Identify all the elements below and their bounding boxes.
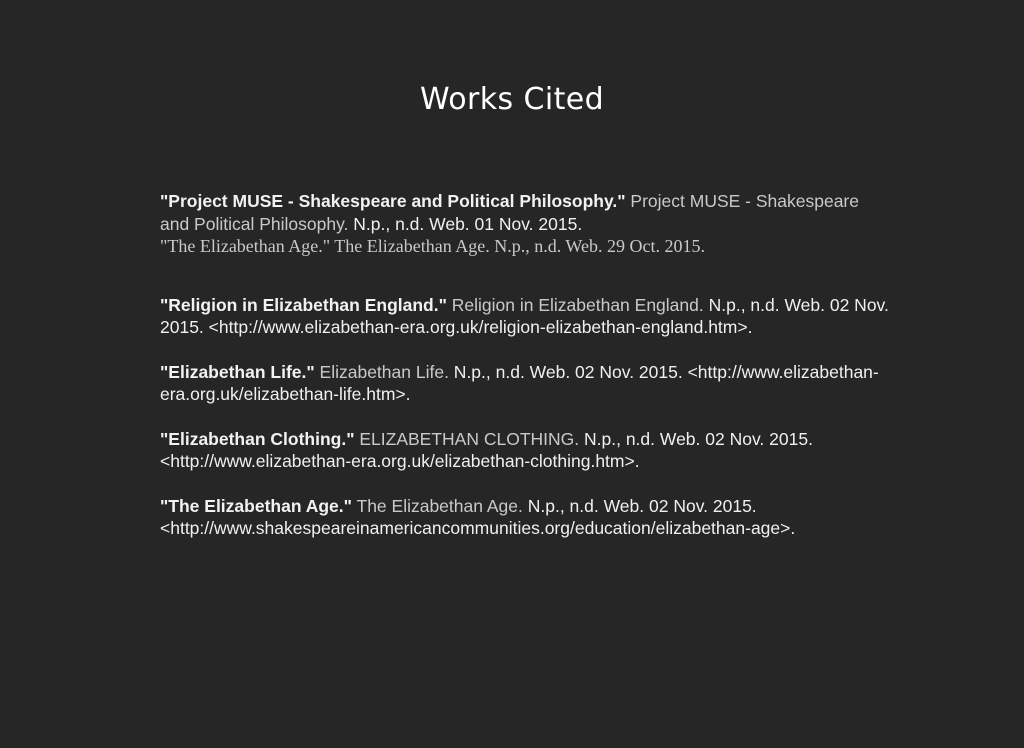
- citation-elizabethan-life: [160, 361, 890, 406]
- citation-container: Elizabethan Life.: [314, 361, 449, 382]
- citation-details: N.p., n.d. Web. 01 Nov. 2015.: [348, 213, 583, 234]
- citation-title: "Project MUSE - Shakespeare and Political Philosophy.": [160, 191, 626, 211]
- citation-details: N.p., n.d. Web. 02 Nov. 2015. <http://www.elizabethan-era.org.uk/elizabethan-life.htm>.: [160, 361, 879, 404]
- citation-project-muse: [160, 190, 890, 235]
- citation-religion-in-elizabethan-england: [160, 294, 890, 339]
- citation-details: N.p., n.d. Web. 02 Nov. 2015. <http://www.elizabethan-era.org.uk/elizabethan-clothing.htm>.: [160, 428, 813, 471]
- citation-group-first: [160, 190, 890, 258]
- citation-title: "Elizabethan Clothing.": [160, 428, 355, 449]
- citation-details: N.p., n.d. Web. 02 Nov. 2015. <http://www.shakespeareinamericancommunities.org/education/elizabethan-age>.: [160, 495, 796, 538]
- citation-elizabethan-clothing: [160, 428, 890, 473]
- citation-container: ELIZABETHAN CLOTHING.: [354, 428, 580, 449]
- citation-container: The Elizabethan Age.: [351, 495, 523, 516]
- citation-details: N.p., n.d. Web. 02 Nov. 2015. <http://www.elizabethan-era.org.uk/religion-elizabethan-england.htm>.: [160, 294, 889, 337]
- citation-the-elizabethan-age: [160, 495, 890, 540]
- citation-container: Religion in Elizabethan England.: [446, 294, 704, 315]
- citation-title: "Elizabethan Life.": [160, 361, 315, 382]
- citation-title: "Religion in Elizabethan England.": [160, 294, 447, 315]
- citation-container: Project MUSE - Shakespeare and Political Philosophy.: [160, 191, 859, 234]
- citation-elizabethan-age-serif: [160, 235, 890, 258]
- citation-title: "The Elizabethan Age.": [160, 495, 352, 516]
- citation-full-text: "The Elizabethan Age." The Elizabethan Age. N.p., n.d. Web. 29 Oct. 2015.: [160, 236, 705, 256]
- page-title: Works Cited: [419, 82, 605, 117]
- works-cited-list: [160, 190, 890, 562]
